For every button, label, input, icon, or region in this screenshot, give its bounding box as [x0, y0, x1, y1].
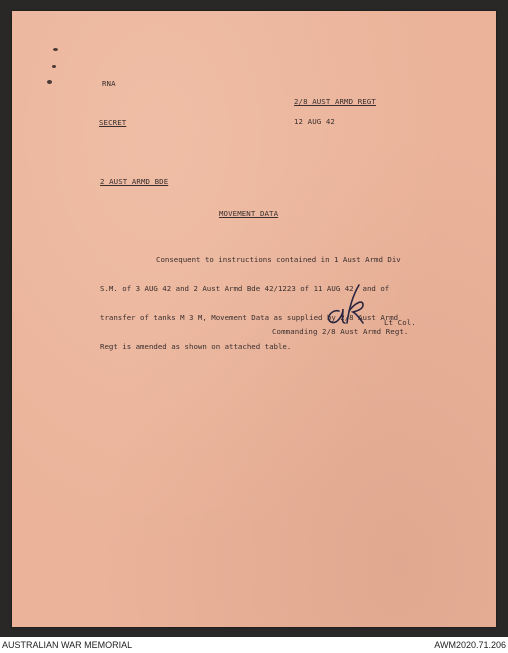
- header-unit: 2/8 AUST ARMD REGT: [294, 97, 376, 106]
- body-line: S.M. of 3 AUG 42 and 2 Aust Armd Bde 42/1223 of 11 AUG 42, and of: [100, 283, 390, 293]
- signatory-rank: Lt Col.: [384, 318, 416, 327]
- footer-institution: AUSTRALIAN WAR MEMORIAL: [2, 640, 133, 650]
- archive-footer: [0, 637, 508, 653]
- signatory-title: Commanding 2/8 Aust Armd Regt.: [272, 327, 409, 336]
- addressee: 2 AUST ARMD BDE: [100, 177, 169, 186]
- document-page: [12, 11, 496, 627]
- body-line: Consequent to instructions contained in 1 Aust Armd Div: [156, 255, 401, 265]
- subject-heading: MOVEMENT DATA: [219, 209, 279, 218]
- body-line: transfer of tanks M 3 M, Movement Data as supplied by 2/8 Aust Armd: [100, 312, 399, 322]
- punch-mark-bottom: [47, 80, 52, 84]
- document-date: 12 AUG 42: [294, 117, 335, 126]
- body-line: Regt is amended as shown on attached table.: [100, 341, 292, 351]
- punch-mark-top: [53, 48, 58, 51]
- handwritten-signature: [319, 281, 379, 333]
- punch-mark-middle: [52, 65, 56, 68]
- footer-accession-number: AWM2020.71.206: [434, 640, 506, 650]
- header-left-code: RNA: [102, 79, 116, 88]
- classification-label: SECRET: [99, 118, 127, 127]
